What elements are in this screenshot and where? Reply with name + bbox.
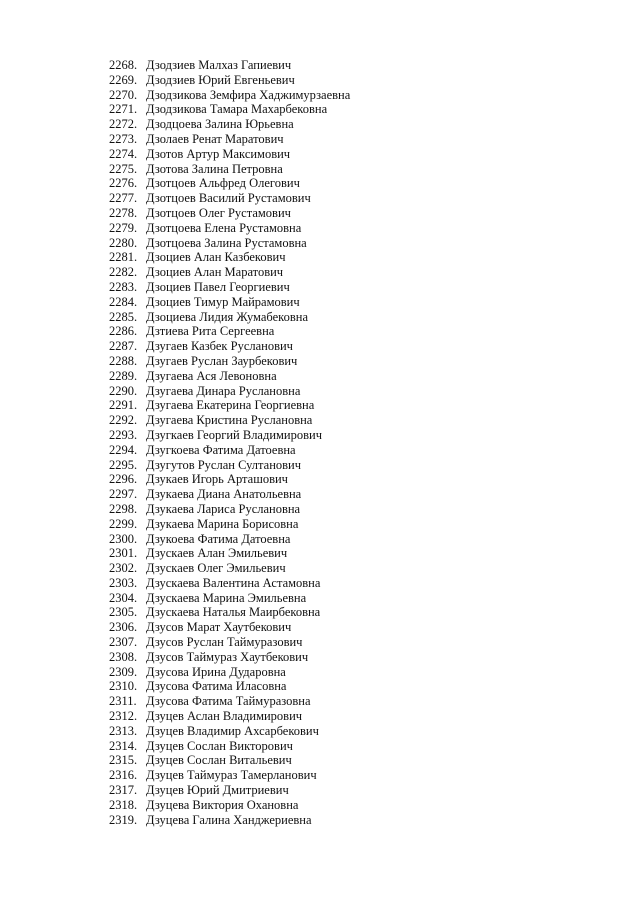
entry-number: 2308. [109,649,138,664]
entry-name: Дзодзикова Земфира Хаджимурзаевна [146,87,351,102]
entry-name: Дзоциев Алан Маратович [146,265,284,280]
entry-name: Дзукаев Игорь Арташович [146,472,288,487]
list-item [109,369,350,384]
list-item [109,635,350,650]
entry-name: Дзускаева Валентина Астамовна [146,575,321,590]
entry-name: Дзуцев Юрий Дмитриевич [146,783,289,798]
entry-number: 2268. [109,58,138,72]
list-item [109,398,350,413]
list-item [109,546,350,561]
list-item [109,768,350,783]
entry-name: Дзускаева Марина Эмильевна [146,590,307,605]
entry-number: 2284. [109,294,138,309]
entry-name: Дзотцоев Василий Рустамович [146,191,311,206]
list-item [109,724,350,739]
entry-name: Дзодцоева Залина Юрьевна [146,117,294,132]
entry-number: 2283. [109,279,138,294]
list-item [109,813,350,828]
entry-number: 2307. [109,635,138,650]
entry-name: Дзускаева Наталья Маирбековна [146,605,321,620]
entry-name: Дзотов Артур Максимович [146,146,291,161]
entry-number: 2309. [109,664,138,679]
entry-name: Дзотцоев Олег Рустамович [146,205,291,220]
entry-number: 2286. [109,324,138,339]
entry-name: Дзугаев Руслан Заурбекович [146,353,298,368]
list-item [109,783,350,798]
entry-number: 2279. [109,220,138,235]
list-item [109,679,350,694]
entry-number: 2298. [109,501,138,516]
entry-number: 2295. [109,457,138,472]
entry-number: 2311. [109,694,137,709]
entry-number: 2276. [109,176,138,191]
entry-name: Дзотцоева Елена Рустамовна [146,220,302,235]
list-item [109,739,350,754]
entry-name: Дзугаева Ася Левоновна [146,368,277,383]
list-item [109,487,350,502]
entry-number: 2300. [109,531,138,546]
entry-number: 2302. [109,561,138,576]
entry-name: Дзугкоева Фатима Датоевна [146,442,296,457]
name-list [109,58,350,827]
list-item [109,339,350,354]
entry-name: Дзугаев Казбек Русланович [146,339,293,354]
entry-number: 2282. [109,265,138,280]
entry-number: 2288. [109,353,138,368]
entry-number: 2290. [109,383,138,398]
list-item [109,221,350,236]
list-item [109,117,350,132]
entry-number: 2274. [109,146,138,161]
entry-name: Дзукаева Лариса Руслановна [146,501,301,516]
entry-number: 2301. [109,546,138,561]
list-item [109,73,350,88]
list-item [109,176,350,191]
list-item [109,250,350,265]
entry-number: 2316. [109,768,138,783]
entry-name: Дзуцева Виктория Охановна [146,797,299,812]
entry-number: 2299. [109,516,138,531]
list-item [109,413,350,428]
list-item [109,605,350,620]
entry-number: 2312. [109,709,138,724]
entry-name: Дзукоева Фатима Датоевна [146,531,291,546]
entry-name: Дзтиева Рита Сергеевна [146,324,275,339]
entry-number: 2296. [109,472,138,487]
entry-number: 2275. [109,161,138,176]
entry-name: Дзуцев Сослан Витальевич [146,753,292,768]
entry-number: 2314. [109,738,138,753]
entry-name: Дзусова Фатима Иласовна [146,679,287,694]
entry-name: Дзоциев Алан Казбекович [146,250,286,265]
entry-number: 2287. [109,339,138,354]
list-item [109,709,350,724]
entry-name: Дзукаева Марина Борисовна [146,516,299,531]
entry-number: 2303. [109,575,138,590]
entry-name: Дзодзикова Тамара Махарбековна [146,102,328,117]
entry-name: Дзусов Руслан Таймуразович [146,635,303,650]
entry-number: 2319. [109,812,138,827]
entry-number: 2272. [109,117,138,132]
list-item [109,472,350,487]
list-item [109,591,350,606]
entry-name: Дзодзиев Малхаз Гапиевич [146,58,292,72]
list-item [109,102,350,117]
entry-name: Дзугаева Динара Руслановна [146,383,301,398]
entry-number: 2310. [109,679,138,694]
list-item [109,650,350,665]
list-item [109,561,350,576]
entry-number: 2271. [109,102,138,117]
entry-number: 2285. [109,309,138,324]
entry-name: Дзугутов Руслан Султанович [146,457,302,472]
entry-name: Дзускаев Олег Эмильевич [146,561,286,576]
entry-name: Дзоциева Лидия Жумабековна [146,309,308,324]
entry-number: 2293. [109,427,138,442]
entry-name: Дзугкаев Георгий Владимирович [146,427,323,442]
list-item [109,147,350,162]
entry-number: 2278. [109,205,138,220]
list-item [109,458,350,473]
list-item [109,162,350,177]
list-item [109,798,350,813]
entry-name: Дзускаев Алан Эмильевич [146,546,288,561]
list-item [109,280,350,295]
list-item [109,295,350,310]
list-item [109,132,350,147]
entry-number: 2289. [109,368,138,383]
entry-name: Дзотова Залина Петровна [146,161,283,176]
entry-name: Дзукаева Диана Анатольевна [146,487,302,502]
entry-number: 2317. [109,783,138,798]
entry-number: 2273. [109,131,138,146]
entry-number: 2269. [109,72,138,87]
entry-number: 2270. [109,87,138,102]
entry-name: Дзотцоев Альфред Олегович [146,176,300,191]
entry-name: Дзотцоева Залина Рустамовна [146,235,307,250]
entry-number: 2280. [109,235,138,250]
entry-name: Дзуцев Таймураз Тамерланович [146,768,317,783]
list-item [109,443,350,458]
entry-number: 2277. [109,191,138,206]
entry-name: Дзуцев Владимир Ахсарбекович [146,723,319,738]
entry-name: Дзуцева Галина Ханджериевна [146,812,312,827]
list-item [109,694,350,709]
entry-name: Дзуцев Аслан Владимирович [146,709,303,724]
list-item [109,384,350,399]
entry-name: Дзолаев Ренат Маратович [146,131,284,146]
list-item [109,532,350,547]
list-item [109,428,350,443]
entry-number: 2318. [109,797,138,812]
entry-number: 2292. [109,413,138,428]
entry-name: Дзодзиев Юрий Евгеньевич [146,72,295,87]
list-item [109,236,350,251]
entry-number: 2305. [109,605,138,620]
list-item [109,206,350,221]
entry-number: 2291. [109,398,138,413]
entry-name: Дзусов Таймураз Хаутбекович [146,649,309,664]
entry-name: Дзуцев Сослан Викторович [146,738,293,753]
list-item [109,191,350,206]
list-item [109,88,350,103]
entry-name: Дзугаева Кристина Руслановна [146,413,313,428]
list-item [109,58,350,73]
list-item [109,517,350,532]
entry-number: 2313. [109,723,138,738]
list-item [109,502,350,517]
list-item [109,753,350,768]
entry-number: 2315. [109,753,138,768]
entry-name: Дзусова Фатима Таймуразовна [146,694,311,709]
entry-name: Дзусова Ирина Дударовна [146,664,286,679]
list-item [109,576,350,591]
entry-name: Дзоциев Тимур Майрамович [146,294,300,309]
list-item [109,354,350,369]
list-item [109,310,350,325]
list-item [109,324,350,339]
list-item [109,265,350,280]
entry-number: 2294. [109,442,138,457]
entry-number: 2306. [109,620,138,635]
list-item [109,665,350,680]
entry-number: 2304. [109,590,138,605]
list-item [109,620,350,635]
entry-name: Дзусов Марат Хаутбекович [146,620,292,635]
entry-number: 2281. [109,250,138,265]
entry-number: 2297. [109,487,138,502]
entry-name: Дзугаева Екатерина Георгиевна [146,398,315,413]
entry-name: Дзоциев Павел Георгиевич [146,279,290,294]
